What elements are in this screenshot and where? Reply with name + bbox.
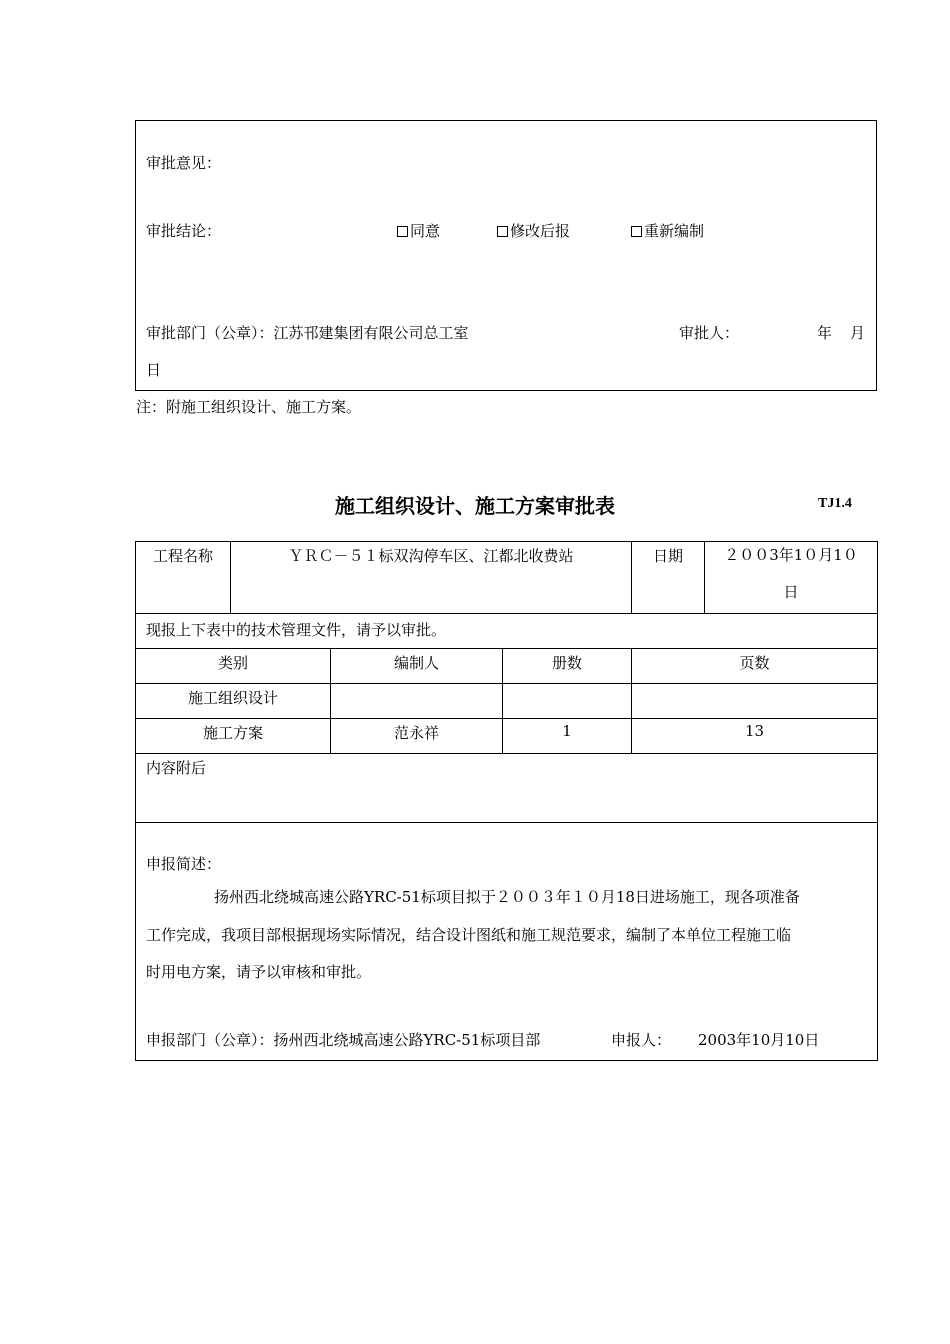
option-agree-label: 同意 — [410, 222, 441, 240]
date-value-line1: ２００3年1０月1０ — [724, 546, 858, 564]
request-text: 现报上下表中的技术管理文件，请予以审批。 — [136, 614, 878, 649]
option-revise-label: 修改后报 — [510, 222, 571, 240]
approval-opinion-label: 审批意见： — [146, 154, 222, 172]
approval-department: 审批部门（公章）：江苏邗建集团有限公司总工室 — [146, 324, 469, 342]
checkbox-rewrite[interactable] — [631, 226, 642, 237]
approval-day-label: 日 — [146, 361, 162, 379]
checkbox-revise[interactable] — [497, 226, 508, 237]
approval-form-table — [135, 541, 878, 1061]
row-author — [331, 684, 503, 719]
checkbox-agree[interactable] — [397, 226, 408, 237]
project-name-label: 工程名称 — [136, 542, 231, 614]
header-row — [136, 649, 878, 684]
summary-row — [136, 823, 878, 1061]
form-title: 施工组织设计、施工方案审批表 — [335, 494, 615, 518]
summary-label: 申报简述： — [146, 855, 222, 873]
option-agree[interactable] — [397, 220, 440, 241]
approver-label: 审批人： — [679, 324, 740, 342]
col-header-author: 编制人 — [331, 649, 503, 684]
project-row — [136, 542, 878, 614]
submitter-label: 申报人： — [611, 1031, 672, 1049]
summary-line-2: 工作完成，我项目部根据现场实际情况，结合设计图纸和施工规范要求，编制了本单位工程施工临 — [146, 926, 792, 944]
summary-line-1: 扬州西北绕城高速公路YRC-51标项目拟于２００３年１０月18日进场施工，现各项准备 — [214, 888, 800, 906]
col-header-volumes: 册数 — [503, 649, 632, 684]
summary-cell — [136, 823, 878, 1061]
date-value — [705, 542, 878, 614]
project-name-value: ＹＲＣ－５１标双沟停车区、江都北收费站 — [231, 542, 632, 614]
row-volumes: 1 — [503, 719, 632, 754]
form-code: TJ1.4 — [818, 496, 852, 511]
date-label: 日期 — [632, 542, 705, 614]
col-header-type: 类别 — [136, 649, 331, 684]
row-volumes — [503, 684, 632, 719]
row-author: 范永祥 — [331, 719, 503, 754]
attached-row — [136, 754, 878, 823]
option-rewrite-label: 重新编制 — [644, 222, 705, 240]
note: 注：附施工组织设计、施工方案。 — [136, 398, 362, 416]
request-row — [136, 614, 878, 649]
table-row — [136, 719, 878, 754]
submit-department: 申报部门（公章）：扬州西北绕城高速公路YRC-51标项目部 — [146, 1031, 541, 1049]
date-value-line2: 日 — [783, 583, 799, 601]
attached-text: 内容附后 — [136, 754, 878, 823]
row-type: 施工方案 — [136, 719, 331, 754]
approval-section — [135, 120, 877, 391]
approval-month-label: 月 — [850, 324, 866, 342]
option-revise[interactable] — [497, 220, 570, 241]
row-pages — [632, 684, 878, 719]
approval-year-label: 年 — [817, 324, 833, 342]
row-pages: 13 — [632, 719, 878, 754]
submit-date: 2003年10月10日 — [698, 1031, 820, 1049]
option-rewrite[interactable] — [631, 220, 704, 241]
table-row — [136, 684, 878, 719]
row-type: 施工组织设计 — [136, 684, 331, 719]
col-header-pages: 页数 — [632, 649, 878, 684]
summary-line-3: 时用电方案，请予以审核和审批。 — [146, 963, 372, 981]
approval-conclusion-label: 审批结论： — [146, 222, 222, 240]
